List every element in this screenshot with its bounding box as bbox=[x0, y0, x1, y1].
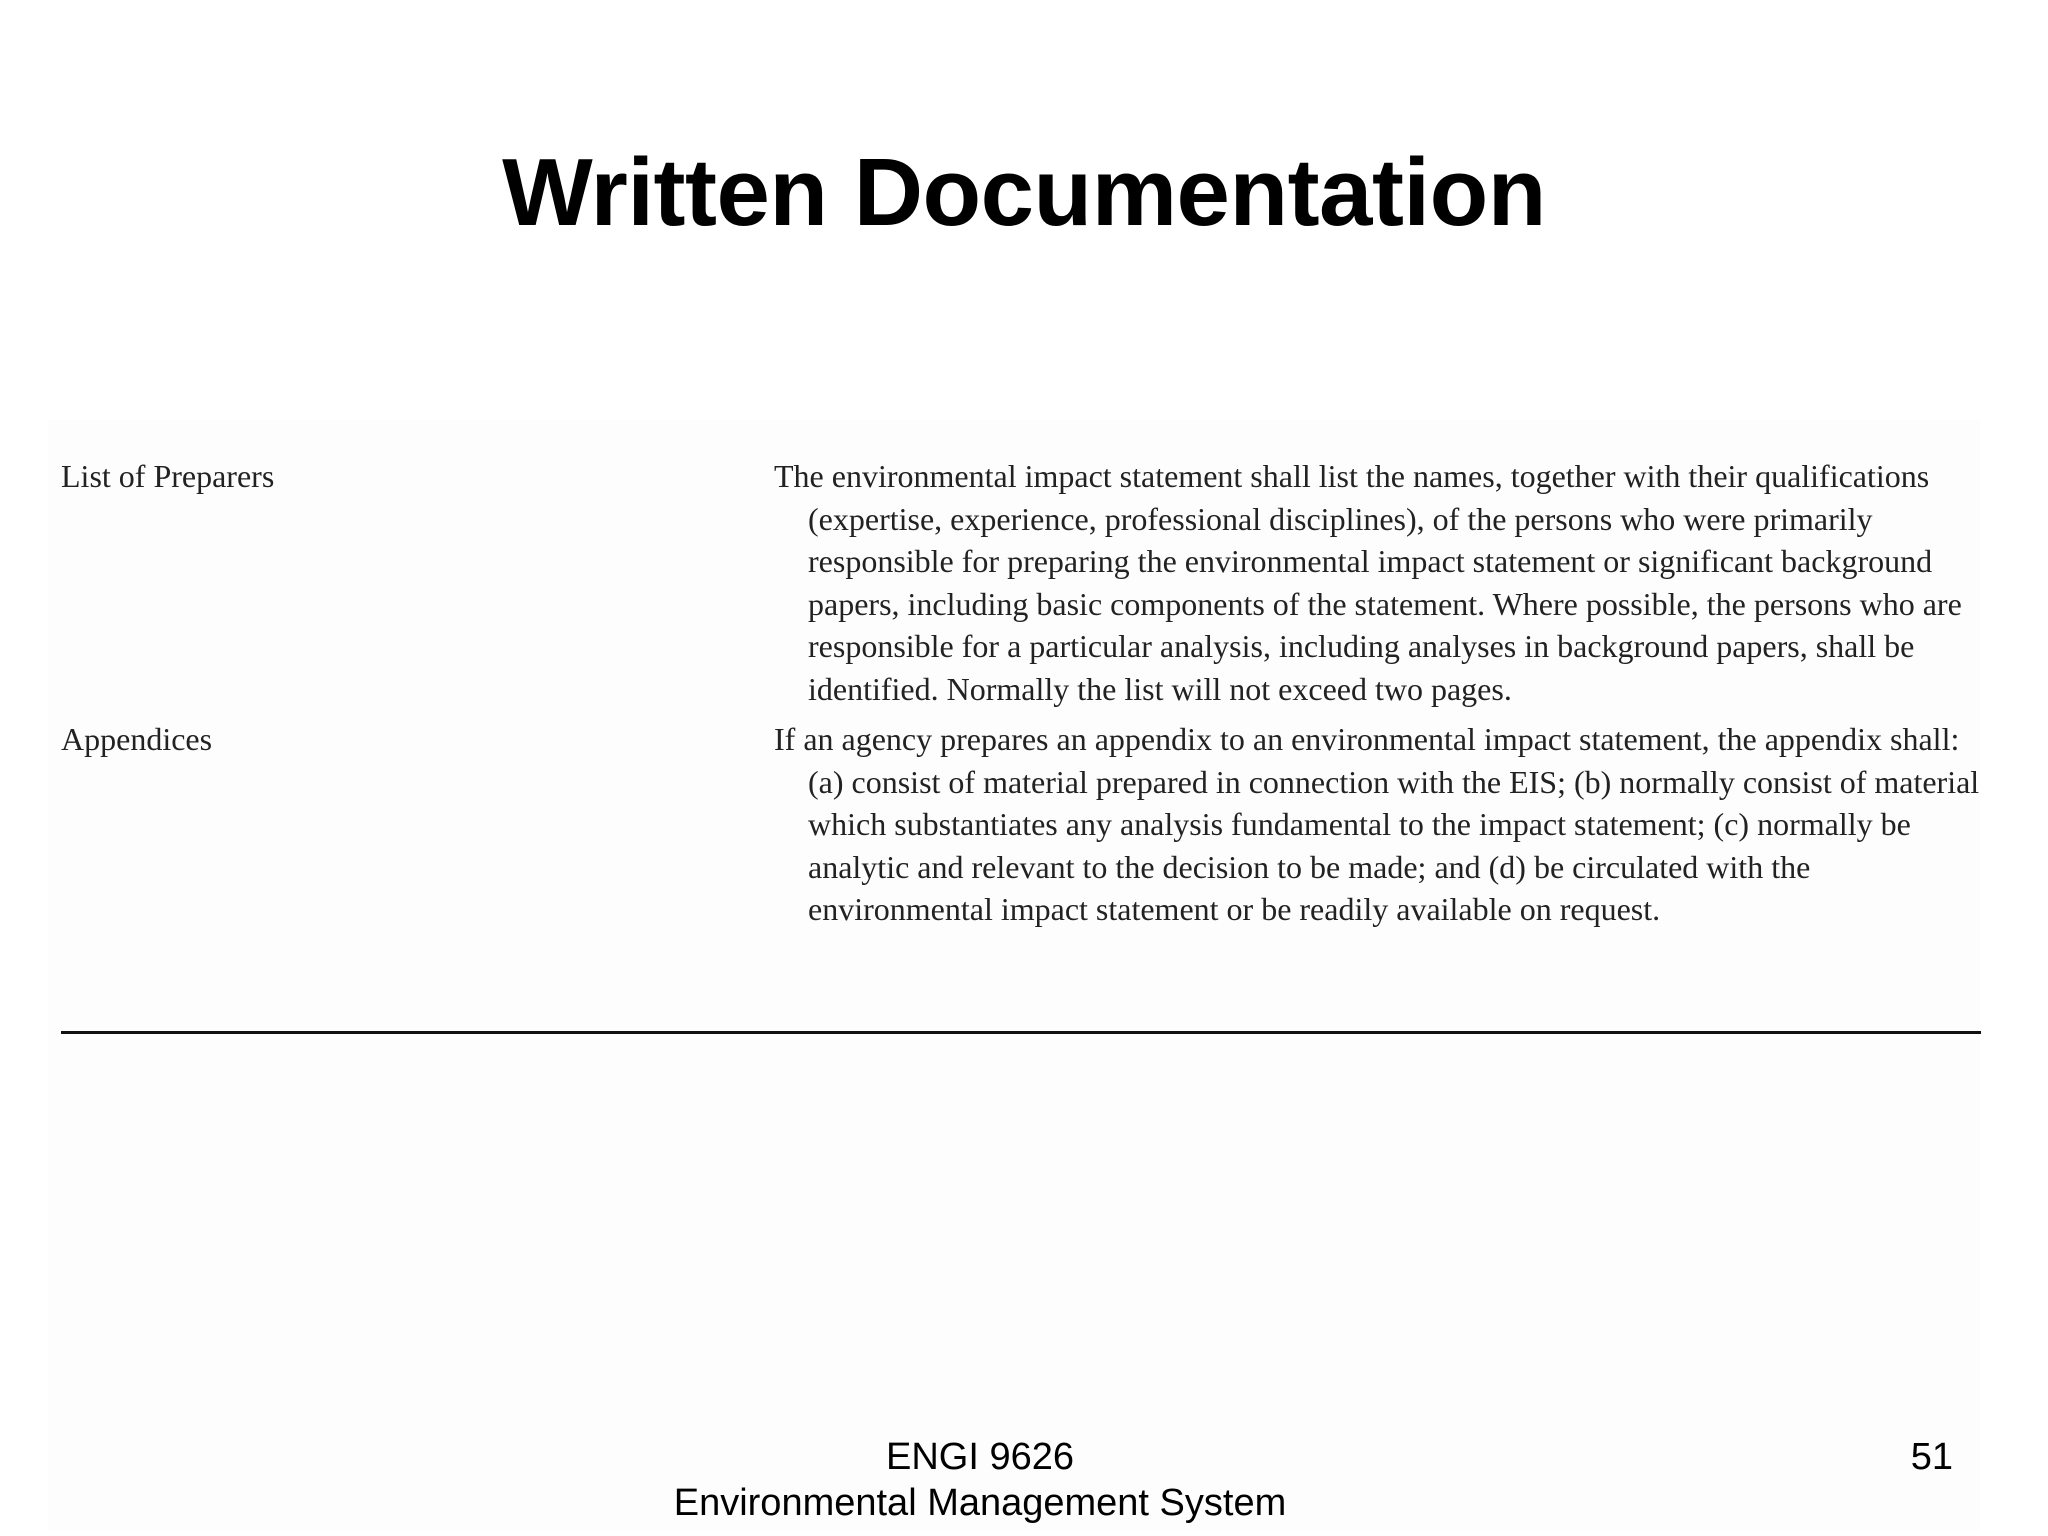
slide-title: Written Documentation bbox=[502, 139, 1546, 246]
term-label: List of Preparers bbox=[61, 458, 275, 494]
term-definition: The environmental impact statement shall list the names, together with their qualifications (expertise, experience, professional disciplines), of the persons who were primarily responsible for preparing the environmental impact statement or significant background papers, including basic components of the statement. Where possible, the persons who are responsible for a particular analysis, including analyses in background papers, shall be identified. Normally the list will not exceed two pages. bbox=[774, 458, 1962, 707]
page-number: 51 bbox=[1910, 1436, 1953, 1478]
table-row bbox=[61, 718, 1981, 931]
footer-course-code: ENGI 9626 bbox=[886, 1436, 1074, 1478]
definition-table bbox=[61, 455, 1981, 931]
document-excerpt bbox=[48, 420, 1980, 1530]
table-bottom-rule bbox=[61, 1031, 1981, 1034]
table-row bbox=[61, 455, 1981, 710]
footer-course-name: Environmental Management System bbox=[673, 1482, 1287, 1524]
term-definition: If an agency prepares an appendix to an environmental impact statement, the appendix shall: (a) consist of material prepared in connection with the EIS; (b) normally consist of material which substantiates any analysis fundamental to the impact statement; (c) normally be analytic and relevant to the decision to be made; and (d) be circulated with the environmental impact statement or be readily available on request. bbox=[774, 721, 1980, 927]
term-label: Appendices bbox=[61, 721, 213, 757]
footer-course bbox=[0, 1434, 1960, 1526]
